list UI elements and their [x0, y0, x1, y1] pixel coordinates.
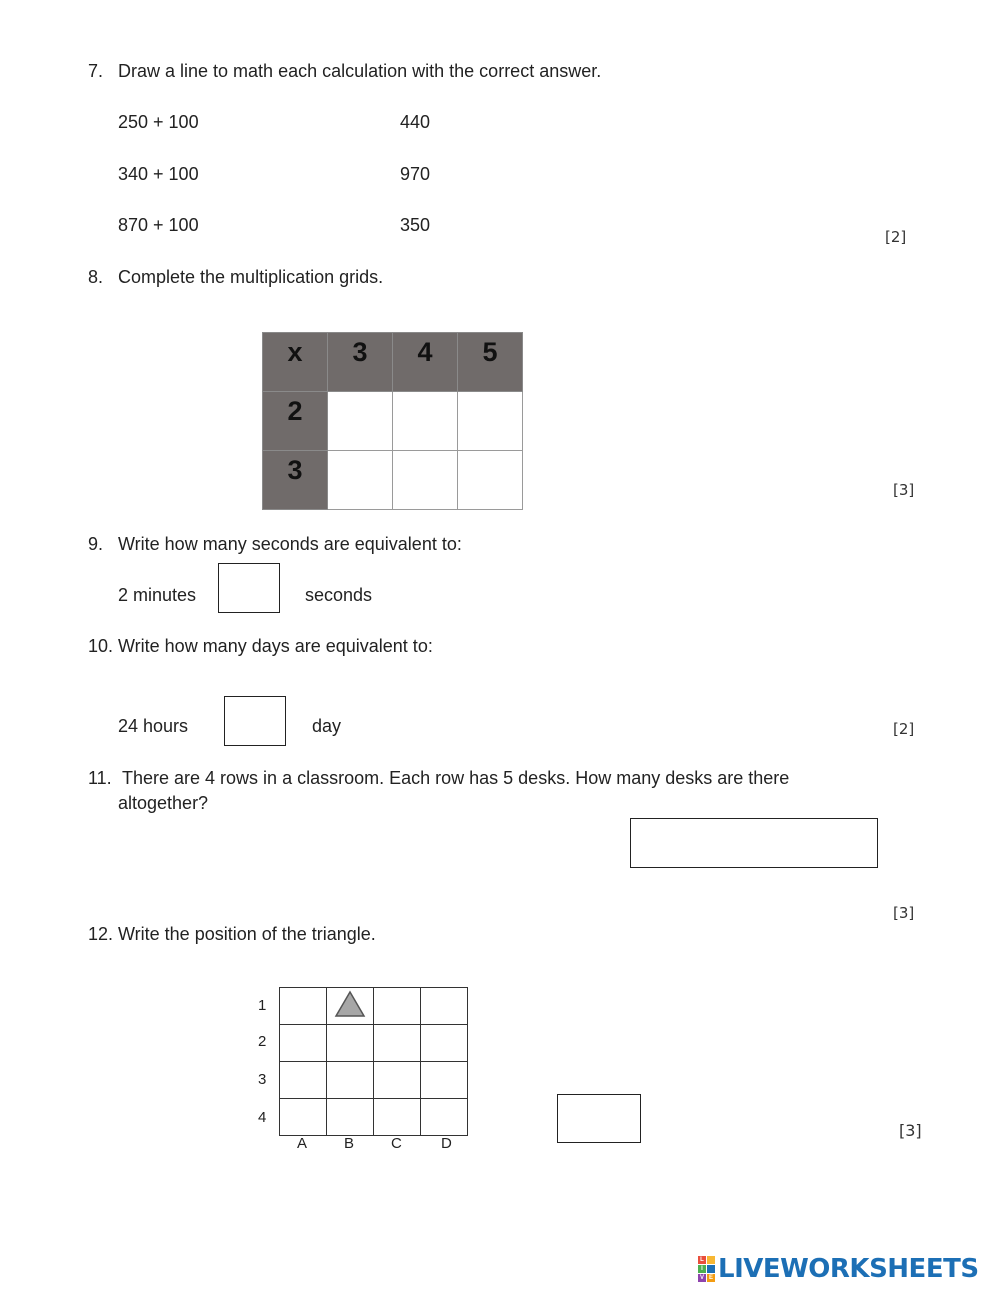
triangle-icon: [334, 989, 366, 1019]
pos-grid-col-label: B: [344, 1135, 355, 1152]
q10-right-label: day: [312, 716, 342, 736]
pos-grid-row-label: 3: [258, 1071, 267, 1088]
logo-mark-tile: L: [698, 1256, 706, 1264]
pos-grid-cell: [327, 1062, 374, 1099]
pos-grid-row-label: 1: [258, 997, 267, 1014]
mult-grid-answer-cell[interactable]: [328, 451, 393, 510]
q9-left-label: 2 minutes: [118, 585, 197, 605]
q9-text: Write how many seconds are equivalent to:: [118, 534, 462, 554]
pos-grid-cell: [280, 1025, 327, 1062]
q9-answer-box[interactable]: [218, 563, 280, 613]
pos-grid-cell: [374, 1099, 421, 1136]
pos-grid-cell: [327, 1099, 374, 1136]
pos-grid-row: [280, 1062, 468, 1099]
mult-grid-row-header: 3: [263, 451, 328, 510]
pos-grid-row: [280, 1025, 468, 1062]
q11-text-line2: altogether?: [118, 793, 209, 813]
q10-text: Write how many days are equivalent to:: [118, 636, 433, 656]
logo-mark-tile: V: [699, 1275, 704, 1281]
position-grid: [279, 987, 468, 1136]
mult-grid-col-header: 5: [458, 333, 523, 392]
q11-text-line1: There are 4 rows in a classroom. Each row has 5 desks. How many desks are there: [122, 768, 790, 788]
mult-grid-answer-cell[interactable]: [458, 392, 523, 451]
mult-grid-header-row: [263, 333, 523, 392]
q12-text: Write the position of the triangle.: [118, 924, 376, 944]
mult-grid-col-header: 3: [328, 333, 393, 392]
q7-answer-1[interactable]: 440: [400, 112, 431, 132]
mult-grid-row-header: 2: [263, 392, 328, 451]
pos-grid-cell: [374, 1025, 421, 1062]
mult-grid-row: [263, 451, 523, 510]
pos-grid-cell: [374, 988, 421, 1025]
logo-mark-tile: [707, 1256, 715, 1264]
mult-grid-answer-cell[interactable]: [328, 392, 393, 451]
mult-grid-answer-cell[interactable]: [393, 451, 458, 510]
pos-grid-cell: [374, 1062, 421, 1099]
mult-grid-corner: x: [263, 333, 328, 392]
q12-answer-box[interactable]: [557, 1094, 641, 1143]
pos-grid-col-label: C: [391, 1135, 402, 1152]
pos-grid-cell: [280, 988, 327, 1025]
q11-number: 11.: [88, 768, 112, 788]
q8-text: Complete the multiplication grids.: [118, 267, 384, 287]
pos-grid-cell: [327, 988, 374, 1025]
logo-text: LIVEWORKSHEETS: [718, 1254, 979, 1284]
liveworksheets-logo: [698, 1254, 979, 1284]
q10-left-label: 24 hours: [118, 716, 189, 736]
logo-mark-tile: [707, 1265, 715, 1273]
q7-text: Draw a line to math each calculation with the correct answer.: [118, 61, 602, 81]
pos-grid-row-label: 2: [258, 1033, 267, 1050]
mult-grid-row: [263, 392, 523, 451]
q7-calc-2[interactable]: 340 + 100: [118, 164, 199, 184]
pos-grid-cell: [421, 1025, 468, 1062]
logo-mark-icon: [698, 1256, 715, 1282]
q8-marks: [3]: [893, 481, 915, 499]
pos-grid-cell: [327, 1025, 374, 1062]
pos-grid-cell: [421, 1099, 468, 1136]
q7-answer-3[interactable]: 350: [400, 215, 431, 235]
pos-grid-row: [280, 1099, 468, 1136]
q11-marks: [3]: [893, 904, 915, 922]
q11-answer-box[interactable]: [630, 818, 878, 868]
q8-number: 8.: [88, 267, 104, 287]
q9-right-label: seconds: [305, 585, 373, 605]
pos-grid-cell: [421, 1062, 468, 1099]
q7-number: 7.: [88, 61, 104, 81]
mult-grid-col-header: 4: [393, 333, 458, 392]
pos-grid-cell: [421, 988, 468, 1025]
pos-grid-cell: [280, 1099, 327, 1136]
q7-calc-1[interactable]: 250 + 100: [118, 112, 199, 132]
q9-number: 9.: [88, 534, 104, 554]
multiplication-grid: [262, 332, 523, 510]
pos-grid-row-label: 4: [258, 1109, 267, 1126]
pos-grid-col-label: A: [297, 1135, 308, 1152]
mult-grid-answer-cell[interactable]: [393, 392, 458, 451]
pos-grid-row: [280, 988, 468, 1025]
q12-number: 12.: [88, 924, 114, 944]
logo-mark-tile: E: [708, 1275, 713, 1281]
pos-grid-col-label: D: [441, 1135, 452, 1152]
pos-grid-cell: [280, 1062, 327, 1099]
q10-number: 10.: [88, 636, 114, 656]
q10-marks: [2]: [893, 720, 915, 738]
q12-marks: [3]: [899, 1121, 922, 1140]
mult-grid-answer-cell[interactable]: [458, 451, 523, 510]
q7-answer-2[interactable]: 970: [400, 164, 431, 184]
q10-answer-box[interactable]: [224, 696, 286, 746]
logo-mark-tile: I: [698, 1265, 706, 1273]
q7-calc-3[interactable]: 870 + 100: [118, 215, 199, 235]
q7-marks: [2]: [885, 228, 907, 246]
